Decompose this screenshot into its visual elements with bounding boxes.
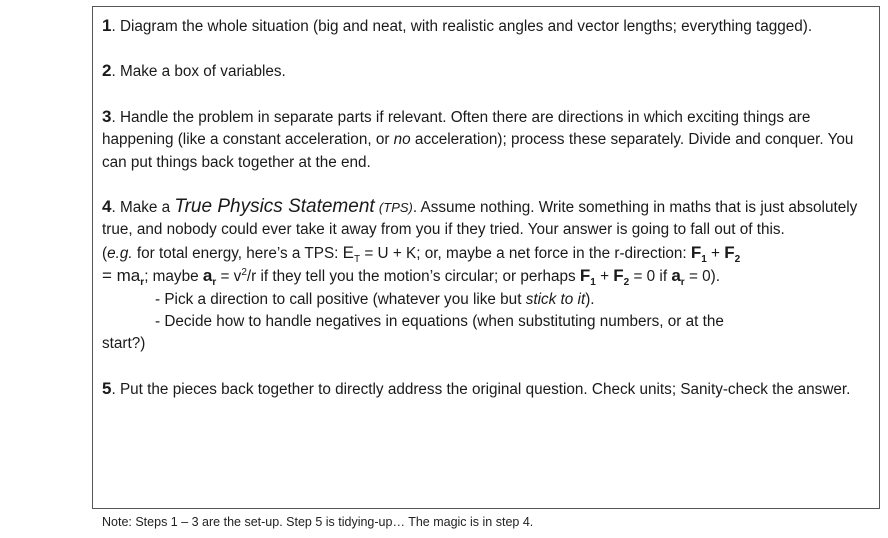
eg-text: = U + K; or, maybe a net force in the r-direction: <box>360 244 691 262</box>
vec-a: a <box>671 266 681 286</box>
eq-ma: = ma <box>102 266 141 286</box>
step-2 <box>102 60 870 83</box>
sub-2: 2 <box>734 253 741 265</box>
plus: + <box>595 268 614 286</box>
emphasis: stick to it <box>525 290 586 308</box>
bullet-direction <box>102 289 870 311</box>
step-text: . Assume nothing. Write something in maths that is just absolutely true, and nobody could ever take it away from you if they tried. Your answer is going to fall out of this. <box>102 199 858 239</box>
sub-r: r <box>212 277 217 289</box>
footnote: Note: Steps 1 – 3 are the set-up. Step 5 is tidying-up… The magic is in step 4. <box>102 515 534 529</box>
step-text-cont: acceleration); process these separately. Divide and conquer. You can put things back together at the end. <box>102 131 854 171</box>
bullet-negatives-cont: start?) <box>102 335 146 353</box>
steps-box <box>92 6 880 509</box>
sub-1: 1 <box>590 277 596 289</box>
step-text: . Diagram the whole situation (big and neat, with realistic angles and vector lengths; everything tagged). <box>111 18 813 35</box>
sub-1: 1 <box>701 253 707 265</box>
vec-a: a <box>202 266 213 286</box>
eg-text: for total energy, here’s a TPS: <box>132 244 343 262</box>
bullet-negatives <box>102 311 870 333</box>
sub-T: T <box>354 253 361 265</box>
bullet-text: - Pick a direction to call positive (whatever you like but <box>155 290 526 308</box>
step-number: 3 <box>102 106 112 126</box>
sup-2: 2 <box>241 267 247 279</box>
plus: + <box>706 244 725 262</box>
step-number: 4 <box>102 197 112 217</box>
step-3 <box>102 106 870 174</box>
emphasis: no <box>393 131 411 149</box>
eg: e.g. <box>107 244 133 262</box>
step-4: 4. Make a True Physics Statement (TPS). Assume nothing. Write something in maths that is just absolutely true, and nobody could ever take it away from you if they tried. Your answer is going to fall out of this. (e.g. for total energy, here’s a TPS: $E_T = U + K$; or, maybe a net force in the r-direction: $F_1 + F_2$ = $ma_r$; maybe $a_r = v^2/r$ if they tell you the motion’s circular; or perhaps $F_1 + F_2 = 0$ if $a_r = 0$). - Pick a direction to call positive (whatever you like but stick to it). - Decide how to handle negatives in equations (when substituting numbers, or at the start?) <box>102 196 870 356</box>
vec-F: F <box>724 242 735 262</box>
step-text: . Handle the problem in separate parts if relevant. Often there are directions in which exciting things are happening (like a constant acceleration, or <box>102 108 811 149</box>
eg-text: = 0). <box>684 268 720 286</box>
step-number: 1 <box>102 16 112 35</box>
vec-F: F <box>613 266 624 286</box>
step-text: . Make a box of variables. <box>111 63 286 81</box>
step-number: 5 <box>102 378 112 398</box>
symbol-E: E <box>342 242 354 262</box>
vec-F: F <box>690 242 702 262</box>
eg-text: = 0 if <box>629 268 672 286</box>
bullet-text: - Decide how to handle negatives in equations (when substituting numbers, or at the <box>155 313 724 331</box>
tps-abbr: (TPS) <box>378 200 413 216</box>
bullet-text: ). <box>585 290 595 308</box>
vec-F: F <box>579 266 591 286</box>
sub-r: r <box>140 277 145 289</box>
eg-text: ; maybe <box>144 268 203 286</box>
eg-text: = v <box>216 268 242 286</box>
step-1 <box>102 15 870 38</box>
step-number: 2 <box>102 61 112 81</box>
step-text: . Put the pieces back together to directly address the original question. Check units; Sanity-check the answer. <box>111 380 851 398</box>
sub-r: r <box>680 277 685 289</box>
step-5 <box>102 378 870 401</box>
sub-2: 2 <box>623 277 630 289</box>
tps-title: True Physics Statement <box>174 196 375 218</box>
step-text: . Make a <box>111 199 175 217</box>
eg-text: /r if they tell you the motion’s circular; or perhaps <box>246 268 580 286</box>
